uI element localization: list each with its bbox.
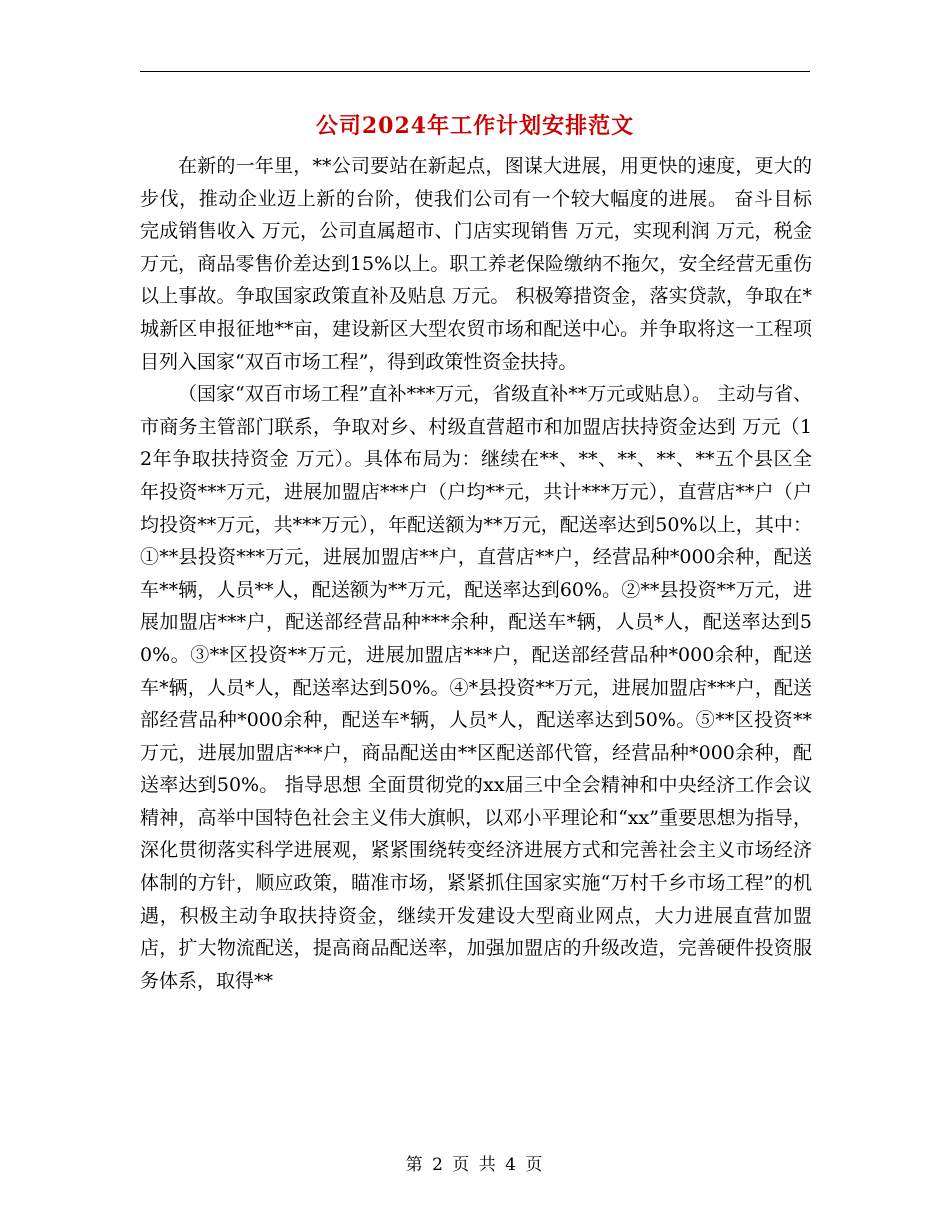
paragraph-2: （国家“双百市场工程”直补***万元，省级直补**万元或贴息）。 主动与省、市商务主管部门联系，争取对乡、村级直营超市和加盟店扶持资金达到 万元（12年争取扶持资金 万元）。具体布局为：继续在**、**、**、**、**五个县区全年投资***万元，进展加盟店***户（户均**元，共计***万元），直营店**户（户均投资**万元，共***万元），年配送额为**万元，配送率达到50%以上，其中：①**县投资***万元，进展加盟店**户，直营店**户，经营品种*000余种，配送车**辆，人员**人，配送额为**万元，配送率达到60%。②**县投资**万元，进展加盟店***户，配送部经营品种***余种，配送车*辆，人员*人，配送率达到50%。③**区投资**万元，进展加盟店***户，配送部经营品种*000余种，配送车*辆，人员*人，配送率达到50%。④*县投资**万元，进展加盟店***户，配送部经营品种*000余种，配送车*辆，人员*人，配送率达到50%。⑤**区投资**万元，进展加盟店***户，商品配送由**区配送部代管，经营品种*000余种，配送率达到50%。 指导思想 全面贯彻党的xx届三中全会精神和中央经济工作会议精神，高举中国特色社会主义伟大旗帜，以邓小平理论和“xx”重要思想为指导，深化贯彻落实科学进展观，紧紧围绕转变经济进展方式和完善社会主义市场经济体制的方针，顺应政策，瞄准市场，紧紧抓住国家实施“万村千乡市场工程”的机遇，积极主动争取扶持资金，继续开发建设大型商业网点，大力进展直营加盟店，扩大物流配送，提高商品配送率，加强加盟店的升级改造，完善硬件投资服务体系，取得** <box>140 383 812 992</box>
paragraph-1: 在新的一年里，**公司要站在新起点，图谋大进展，用更快的速度，更大的步伐，推动企业迈上新的台阶，使我们公司有一个较大幅度的进展。 奋斗目标 完成销售收入 万元，公司直属超市、门店实现销售 万元，实现利润 万元，税金 万元，商品零售价差达到15%以上。职工养老保险缴纳不拖欠，安全经营无重伤以上事故。争取国家政策直补及贴息 万元。 积极筹措资金，落实贷款，争取在*城新区申报征地**亩，建设新区大型农贸市场和配送中心。并争取将这一工程项目列入国家“双百市场工程”，得到政策性资金扶持。 <box>140 155 812 373</box>
page-footer: 第 2 页 共 4 页 <box>405 1155 545 1175</box>
document-body <box>140 150 812 997</box>
header-rule <box>140 71 810 72</box>
document-title: 公司2024年工作计划安排范文 <box>315 113 635 139</box>
